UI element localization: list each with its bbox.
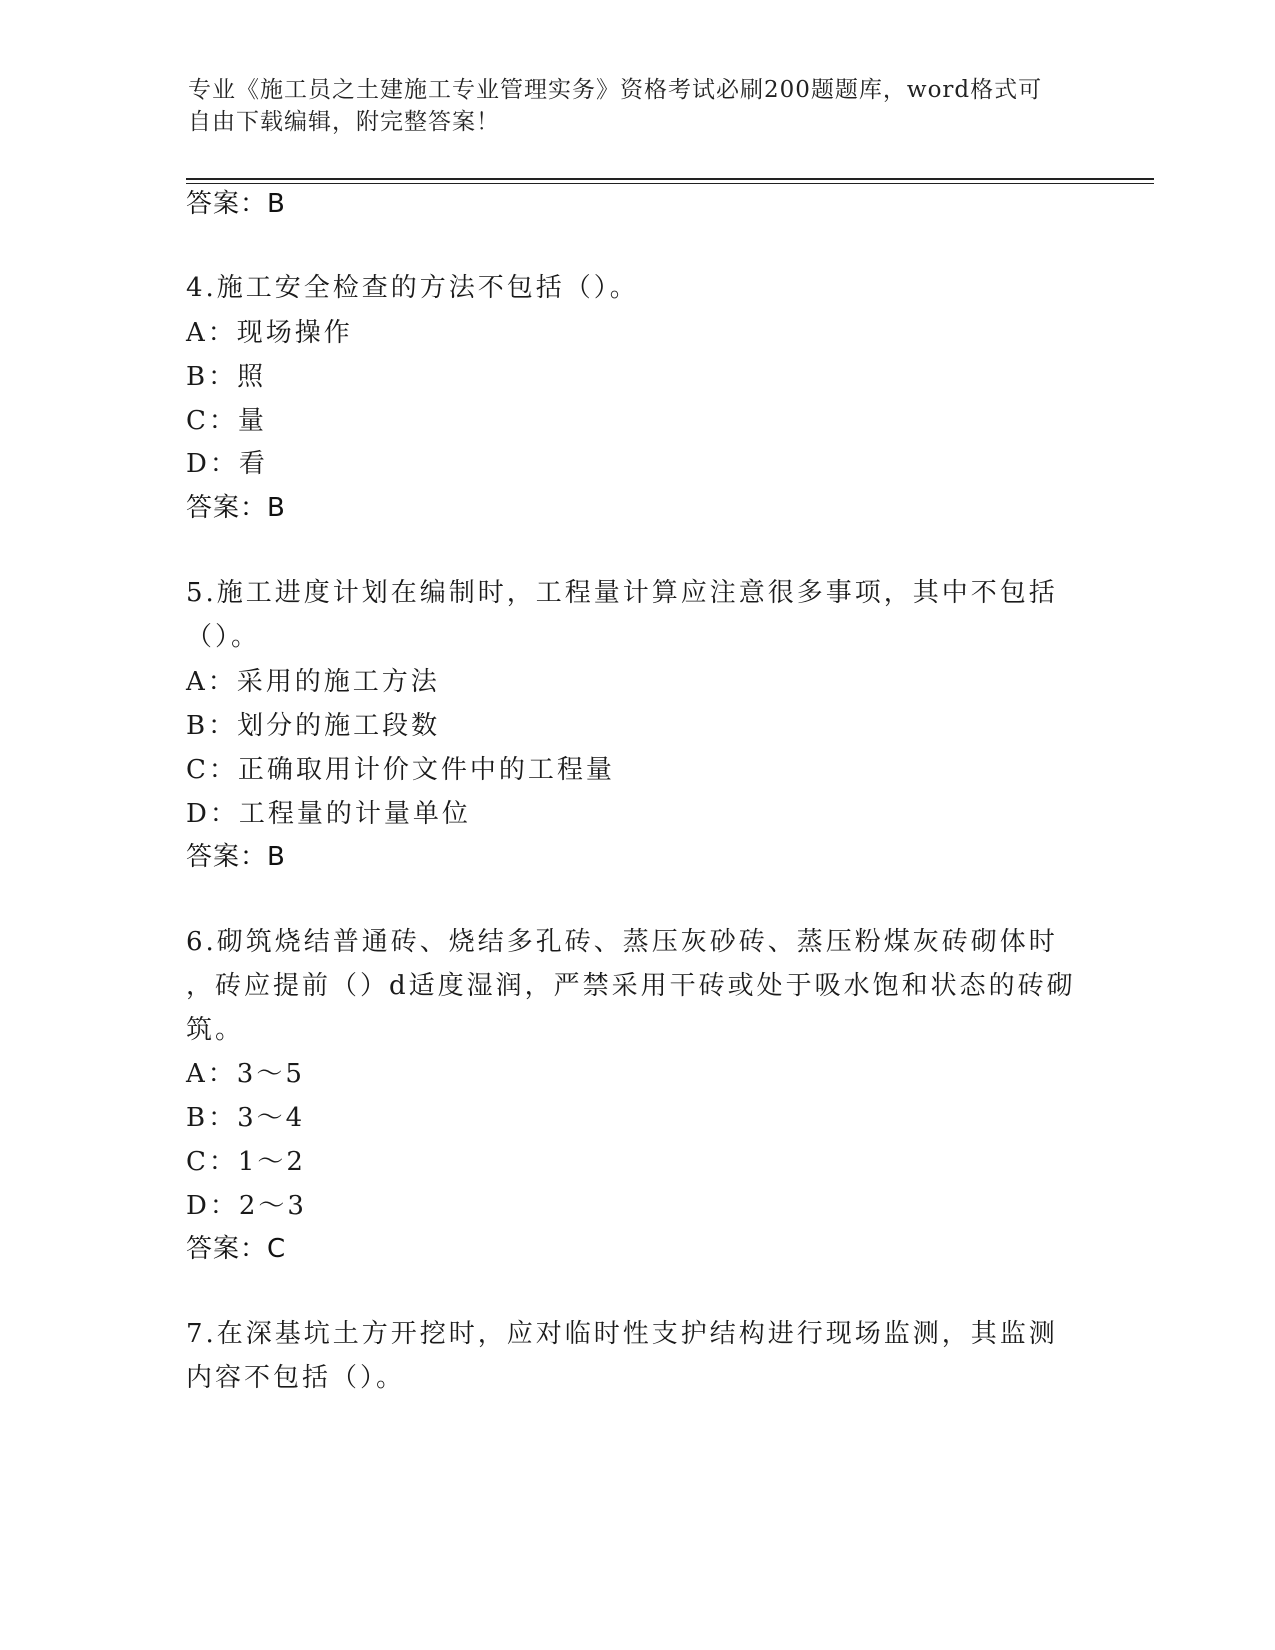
header-line-1: 专业《施工员之土建施工专业管理实务》资格考试必刷200题题库，word格式可 — [188, 77, 1043, 103]
question-6-option-a: A：3～5 — [186, 1059, 305, 1089]
question-6-option-c: C：1～2 — [186, 1147, 306, 1177]
question-5-option-b: B：划分的施工段数 — [186, 711, 441, 741]
question-5-option-d: D：工程量的计量单位 — [186, 799, 471, 829]
question-4-answer: 答案：B — [186, 493, 286, 523]
document-header — [188, 74, 1088, 138]
question-4-option-b: B：照 — [186, 362, 267, 392]
header-divider-thin — [186, 183, 1154, 184]
question-6-text-line-1: 6.砌筑烧结普通砖、烧结多孔砖、蒸压灰砂砖、蒸压粉煤灰砖砌体时 — [186, 927, 1058, 957]
question-6-option-d: D：2～3 — [186, 1191, 307, 1221]
question-4-text: 4.施工安全检查的方法不包括（）。 — [186, 273, 639, 303]
question-5-answer: 答案：B — [186, 842, 286, 872]
header-line-2: 自由下载编辑，附完整答案！ — [188, 109, 500, 135]
question-5-text-line-1: 5.施工进度计划在编制时，工程量计算应注意很多事项，其中不包括 — [186, 578, 1058, 608]
question-6-answer: 答案：C — [186, 1234, 287, 1264]
question-6-text-line-3: 筑。 — [186, 1015, 245, 1045]
question-4-option-d: D：看 — [186, 449, 268, 479]
question-5-text-line-2: （）。 — [186, 622, 261, 652]
header-divider-thick — [186, 178, 1154, 180]
question-7-text-line-2: 内容不包括（）。 — [186, 1363, 406, 1393]
question-5-option-c: C：正确取用计价文件中的工程量 — [186, 755, 615, 785]
question-6-option-b: B：3～4 — [186, 1103, 306, 1133]
question-4-option-a: A：现场操作 — [186, 318, 353, 348]
question-5-option-a: A：采用的施工方法 — [186, 667, 440, 697]
question-7-text-line-1: 7.在深基坑土方开挖时，应对临时性支护结构进行现场监测，其监测 — [186, 1319, 1058, 1349]
question-6-text-line-2: ，砖应提前（）d适度湿润，严禁采用干砖或处于吸水饱和状态的砖砌 — [186, 971, 1076, 1001]
question-4-option-c: C：量 — [186, 406, 267, 436]
answer-previous: 答案：B — [186, 189, 286, 219]
